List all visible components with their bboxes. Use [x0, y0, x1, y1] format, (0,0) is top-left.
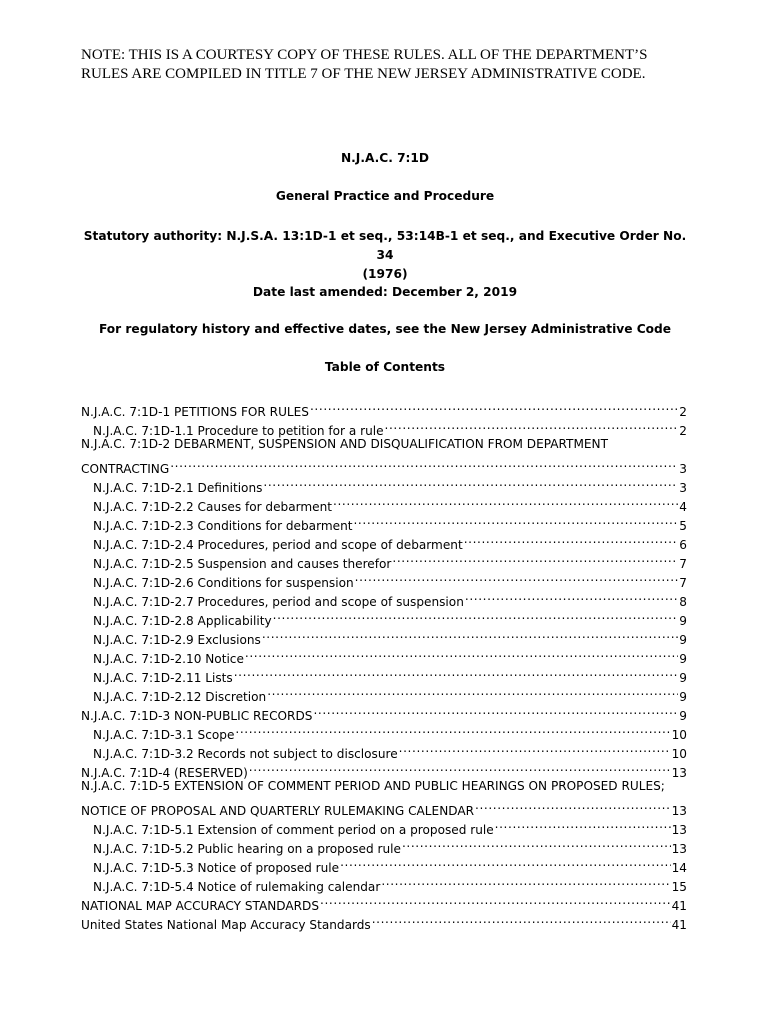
toc-entry[interactable]: N.J.A.C. 7:1D-3.2 Records not subject to disclosure ..... 10: [81, 739, 687, 758]
toc-entry[interactable]: N.J.A.C. 7:1D-2 DEBARMENT, SUSPENSION AND DISQUALIFICATION FROM DEPARTMENT: [81, 437, 608, 451]
toc-entry[interactable]: N.J.A.C. 7:1D-4 (RESERVED) ..... 13: [81, 758, 687, 777]
toc-entry[interactable]: NOTICE OF PROPOSAL AND QUARTERLY RULEMAKING CALENDAR ..... 13: [81, 796, 687, 815]
toc-entry[interactable]: N.J.A.C. 7:1D-2.3 Conditions for debarment ..... 5: [81, 511, 687, 530]
toc-entry[interactable]: N.J.A.C. 7:1D-5.3 Notice of proposed rule ..... 14: [81, 853, 687, 872]
document-title: General Practice and Procedure: [275, 189, 495, 203]
toc-entry[interactable]: NATIONAL MAP ACCURACY STANDARDS ..... 41: [81, 891, 687, 910]
courtesy-note-line-1: NOTE: THIS IS A COURTESY COPY OF THESE RULES. ALL OF THE DEPARTMENT’S: [81, 47, 648, 63]
toc-entry[interactable]: N.J.A.C. 7:1D-2.2 Causes for debarment ..... 4: [81, 492, 687, 511]
toc-entry[interactable]: N.J.A.C. 7:1D-3.1 Scope ..... 10: [81, 720, 687, 739]
toc-entry[interactable]: CONTRACTING ..... 3: [81, 454, 687, 473]
toc-entry[interactable]: United States National Map Accuracy Standards ..... 41: [81, 910, 687, 929]
statutory-authority-line-2: (1976): [362, 267, 408, 281]
toc-entry[interactable]: N.J.A.C. 7:1D-1.1 Procedure to petition for a rule ..... 2: [81, 416, 687, 435]
statutory-authority: [81, 227, 689, 284]
toc-entry[interactable]: N.J.A.C. 7:1D-2.12 Discretion ..... 9: [81, 682, 687, 701]
toc-entry[interactable]: N.J.A.C. 7:1D-2.6 Conditions for suspension ..... 7: [81, 568, 687, 587]
toc-entry[interactable]: N.J.A.C. 7:1D-2.4 Procedures, period and scope of debarment ..... 6: [81, 530, 687, 549]
courtesy-note: [81, 46, 721, 84]
courtesy-note-line-2: RULES ARE COMPILED IN TITLE 7 OF THE NEW JERSEY ADMINISTRATIVE CODE.: [81, 66, 646, 82]
toc-title: Table of Contents: [324, 360, 446, 374]
toc-entry[interactable]: N.J.A.C. 7:1D-2.10 Notice ..... 9: [81, 644, 687, 663]
table-of-contents: [81, 397, 687, 932]
toc-entry[interactable]: N.J.A.C. 7:1D-2.9 Exclusions ..... 9: [81, 625, 687, 644]
toc-entry[interactable]: N.J.A.C. 7:1D-5.4 Notice of rulemaking calendar ..... 15: [81, 872, 687, 891]
toc-entry[interactable]: N.J.A.C. 7:1D-2.1 Definitions ..... 3: [81, 473, 687, 492]
toc-entry[interactable]: N.J.A.C. 7:1D-2.7 Procedures, period and scope of suspension ..... 8: [81, 587, 687, 606]
toc-entry[interactable]: N.J.A.C. 7:1D-5.2 Public hearing on a proposed rule ..... 13: [81, 834, 687, 853]
toc-entry[interactable]: N.J.A.C. 7:1D-3 NON-PUBLIC RECORDS ..... 9: [81, 701, 687, 720]
toc-entry[interactable]: N.J.A.C. 7:1D-2.11 Lists ..... 9: [81, 663, 687, 682]
document-code: N.J.A.C. 7:1D: [340, 151, 430, 165]
date-last-amended: Date last amended: December 2, 2019: [252, 285, 518, 299]
toc-entry[interactable]: N.J.A.C. 7:1D-2.8 Applicability ..... 9: [81, 606, 687, 625]
statutory-authority-line-1: Statutory authority: N.J.S.A. 13:1D-1 et seq., 53:14B-1 et seq., and Executive Order No. 34: [83, 229, 687, 262]
toc-entry[interactable]: N.J.A.C. 7:1D-5.1 Extension of comment period on a proposed rule ..... 13: [81, 815, 687, 834]
toc-entry[interactable]: N.J.A.C. 7:1D-5 EXTENSION OF COMMENT PERIOD AND PUBLIC HEARINGS ON PROPOSED RULES;: [81, 779, 665, 793]
regulatory-history-note: For regulatory history and effective dates, see the New Jersey Administrative Code: [98, 322, 672, 336]
toc-entry[interactable]: N.J.A.C. 7:1D-1 PETITIONS FOR RULES ..... 2: [81, 397, 687, 416]
toc-entry[interactable]: N.J.A.C. 7:1D-2.5 Suspension and causes therefor ..... 7: [81, 549, 687, 568]
